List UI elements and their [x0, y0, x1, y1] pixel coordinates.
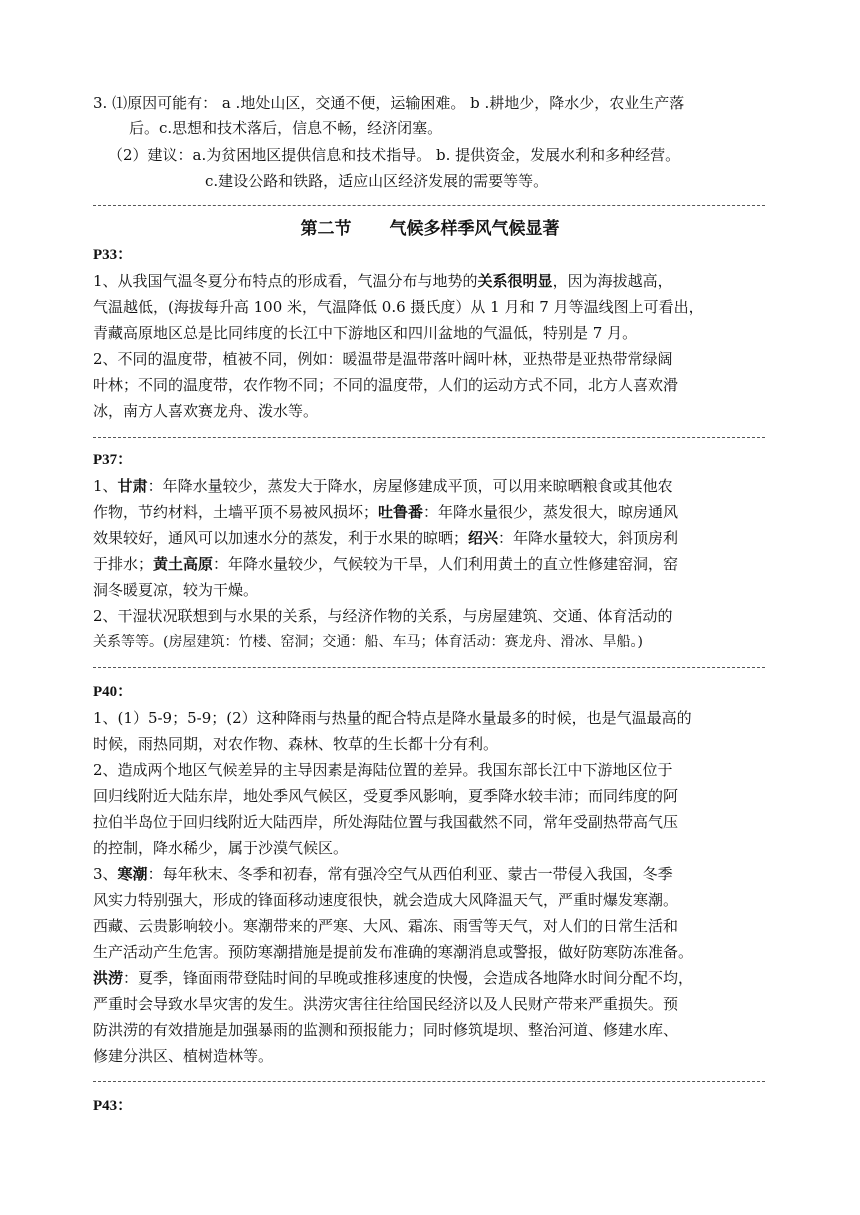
page-reference-p43: P43：: [93, 1098, 133, 1114]
text-line: 3. ⑴原因可能有： a .地处山区，交通不便，运输困难。 b .耕地少，降水少，农业生产落: [93, 94, 685, 112]
section-number: 第二节: [300, 219, 352, 239]
dashed-separator: [93, 205, 765, 206]
text-line: 洪涝：夏季，锋面雨带登陆时间的早晚或推移速度的快慢，会造成各地降水时间分配不均，: [93, 969, 694, 987]
dashed-separator: [93, 1081, 765, 1082]
emphasis-text: 关系很明显: [477, 272, 553, 290]
emphasis-text: 洪涝: [93, 969, 124, 987]
text-line: 冰，南方人喜欢赛龙舟、泼水等。: [93, 402, 319, 420]
text-line: 2、干湿状况联想到与水果的关系，与经济作物的关系，与房屋建筑、交通、体育活动的: [93, 607, 673, 625]
section-heading: [0, 218, 860, 240]
text-line: 关系等等。(房屋建筑：竹楼、窑洞；交通：船、车马；体育活动：赛龙舟、滑冰、旱船。): [93, 634, 643, 650]
page-reference-p40: P40：: [93, 684, 133, 700]
text-line: 时候，雨热同期，对农作物、森林、牧草的生长都十分有利。: [93, 735, 499, 753]
text-line: 修建分洪区、植树造林等。: [93, 1047, 274, 1065]
emphasis-text: 寒潮: [117, 865, 148, 883]
text-line: 后。c.思想和技术落后，信息不畅，经济闭塞。: [129, 119, 443, 137]
text-line: 2、不同的温度带，植被不同，例如：暖温带是温带落叶阔叶林，亚热带是亚热带常绿阔: [93, 350, 673, 368]
section-title: 气候多样季风气候显著: [389, 219, 560, 239]
text-line: 生产活动产生危害。预防寒潮措施是提前发布准确的寒潮消息或警报，做好防寒防冻准备。: [93, 943, 694, 961]
text-line: 青藏高原地区总是比同纬度的长江中下游地区和四川盆地的气温低，特别是 7 月。: [93, 324, 638, 342]
text-line: （2）建议：a.为贫困地区提供信息和技术指导。 b. 提供资金，发展水利和多种经营。: [108, 146, 681, 164]
text-line: 风实力特别强大，形成的锋面移动速度很快，就会造成大风降温天气，严重时爆发寒潮。: [93, 891, 679, 909]
text-line: 1、甘肃：年降水量较少，蒸发大于降水，房屋修建成平顶，可以用来晾晒粮食或其他农: [93, 477, 673, 495]
text-line: c.建设公路和铁路，适应山区经济发展的需要等等。: [205, 172, 549, 190]
text-line: 西藏、云贵影响较小。寒潮带来的严寒、大风、霜冻、雨雪等天气，对人们的日常生活和: [93, 917, 679, 935]
text-line: 于排水；黄土高原：年降水量较少，气候较为干旱，人们利用黄土的直立性修建窑洞，窑: [93, 555, 679, 573]
text-line: 作物，节约材料，土墙平顶不易被风损坏；吐鲁番：年降水量很少，蒸发很大，晾房通风: [93, 503, 679, 521]
text-line: 3、寒潮：每年秋末、冬季和初春，常有强冷空气从西伯利亚、蒙古一带侵入我国，冬季: [93, 865, 673, 883]
text-line: 效果较好，通风可以加速水分的蒸发，利于水果的晾晒；绍兴：年降水量较大，斜顶房利: [93, 529, 679, 547]
text-line: 2、造成两个地区气候差异的主导因素是海陆位置的差异。我国东部长江中下游地区位于: [93, 761, 673, 779]
dashed-separator: [93, 437, 765, 438]
text-line: 洞冬暖夏凉，较为干燥。: [93, 581, 259, 599]
text-line: 气温越低，(海拔每升高 100 米，气温降低 0.6 摄氏度）从 1 月和 7 月等温线图上可看出，: [93, 298, 704, 316]
text-line: 的控制，降水稀少，属于沙漠气候区。: [93, 839, 349, 857]
text-line: 回归线附近大陆东岸，地处季风气候区，受夏季风影响，夏季降水较丰沛；而同纬度的阿: [93, 787, 679, 805]
text-line: 拉伯半岛位于回归线附近大陆西岸，所处海陆位置与我国截然不同，常年受副热带高气压: [93, 813, 679, 831]
text-line: 1、从我国气温冬夏分布特点的形成看，气温分布与地势的关系很明显，因为海拔越高，: [93, 272, 673, 290]
page-reference-p33: P33：: [93, 247, 133, 263]
emphasis-text: 甘肃: [117, 477, 148, 495]
text-line: 防洪涝的有效措施是加强暴雨的监测和预报能力；同时修筑堤坝、整治河道、修建水库、: [93, 1021, 679, 1039]
emphasis-text: 吐鲁番: [378, 503, 424, 521]
text-line: 叶林；不同的温度带，农作物不同；不同的温度带，人们的运动方式不同，北方人喜欢滑: [93, 376, 679, 394]
dashed-separator: [93, 667, 765, 668]
text-line: 严重时会导致水旱灾害的发生。洪涝灾害往往给国民经济以及人民财产带来严重损失。预: [93, 995, 679, 1013]
page-reference-p37: P37：: [93, 452, 133, 468]
emphasis-text: 绍兴: [468, 529, 499, 547]
text-line: 1、(1）5-9；5-9；(2）这种降雨与热量的配合特点是降水量最多的时候，也是气温最高的: [93, 709, 692, 727]
emphasis-text: 黄土高原: [153, 555, 214, 573]
